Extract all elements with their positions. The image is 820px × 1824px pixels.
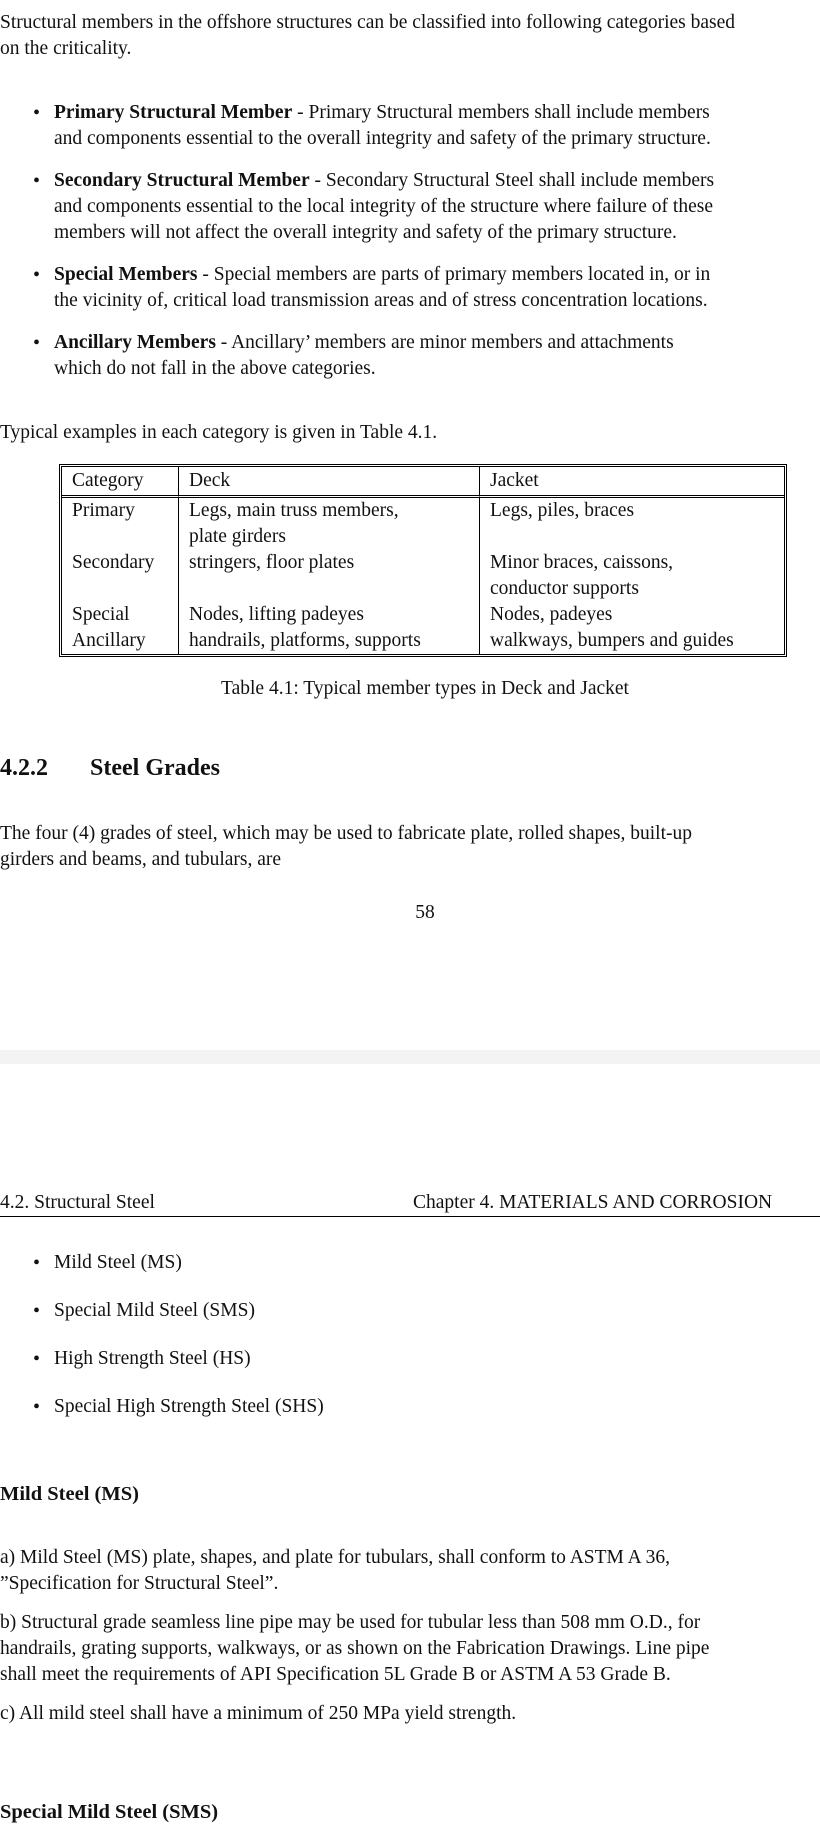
table-row — [62, 602, 784, 628]
section-heading — [0, 755, 220, 781]
table-row — [62, 628, 784, 654]
paragraph-line: c) All mild steel shall have a minimum of 250 MPa yield strength. — [0, 1703, 517, 1724]
table-cell: handrails, platforms, supports — [179, 628, 480, 654]
paragraph-b — [0, 1610, 820, 1688]
table-row — [62, 524, 784, 550]
grade-name: Mild Steel (MS) — [54, 1252, 182, 1273]
paragraph-a — [0, 1545, 820, 1597]
table-cell: Nodes, padeyes — [490, 604, 613, 625]
grade-name: High Strength Steel (HS) — [54, 1348, 251, 1369]
category-term: Primary Structural Member — [54, 102, 293, 123]
list-item — [0, 1394, 324, 1420]
bullet-icon: • — [33, 264, 41, 286]
category-term: Ancillary Members — [54, 332, 216, 353]
steel-grades-list — [0, 1250, 324, 1442]
subheading-mild-steel: Mild Steel (MS) — [0, 1483, 139, 1505]
column-header: Jacket — [480, 467, 784, 498]
table-cell — [179, 576, 480, 602]
category-text: and components essential to the local integrity of the structure where failure of these — [54, 196, 713, 217]
paragraph-line: The four (4) grades of steel, which may be used to fabricate plate, rolled shapes, built-up — [0, 823, 693, 844]
table-cell: Primary — [62, 498, 179, 524]
paragraph-line: girders and beams, and tubulars, are — [0, 849, 282, 870]
grade-name: Special High Strength Steel (SHS) — [54, 1396, 324, 1417]
bullet-icon: • — [33, 1300, 41, 1322]
table-row — [62, 576, 784, 602]
paragraph-line: ”Specification for Structural Steel”. — [0, 1573, 279, 1594]
table-cell — [62, 524, 179, 550]
running-header — [0, 1190, 820, 1217]
bullet-icon: • — [33, 102, 41, 124]
table-intro: Typical examples in each category is given in Table 4.1. — [0, 422, 438, 443]
category-text: Primary Structural members shall include members — [308, 102, 710, 123]
category-text: members will not affect the overall integrity and safety of the primary structure. — [54, 222, 677, 243]
table-cell: conductor supports — [490, 578, 639, 599]
subheading-special-mild-steel: Special Mild Steel (SMS) — [0, 1801, 219, 1823]
list-item: • Special Members - Special members are parts of primary members located in, or in the vicinity of, critical load transmission areas and of stress concentration locations. — [0, 262, 820, 314]
list-item — [0, 1346, 324, 1372]
table-cell: Ancillary — [62, 628, 179, 654]
member-types-table — [59, 464, 787, 657]
table-row — [62, 498, 784, 524]
paragraph-line: b) Structural grade seamless line pipe may be used for tubular less than 508 mm O.D., for — [0, 1612, 701, 1633]
bullet-icon: • — [33, 332, 41, 354]
column-header: Category — [62, 467, 179, 498]
table-cell: Legs, main truss members, — [179, 498, 480, 524]
paragraph-c — [0, 1701, 820, 1727]
bullet-icon: • — [33, 1252, 41, 1274]
table-cell — [480, 524, 784, 550]
page-59 — [0, 1064, 820, 1824]
list-item: • Ancillary Members - Ancillary’ members are minor members and attachments which do not fall in the above categories. — [0, 330, 820, 382]
category-text: Ancillary’ members are minor members and attachments — [231, 332, 674, 353]
intro-line: on the criticality. — [0, 38, 132, 59]
section-title: Steel Grades — [90, 755, 220, 781]
table-cell: walkways, bumpers and guides — [490, 630, 734, 651]
header-chapter: Chapter 4. MATERIALS AND CORROSION — [413, 1192, 773, 1213]
table-header-row — [62, 467, 784, 498]
table-cell: Nodes, lifting padeyes — [179, 602, 480, 628]
grade-name: Special Mild Steel (SMS) — [54, 1300, 255, 1321]
category-text: Secondary Structural Steel shall include members — [325, 170, 715, 191]
bullet-icon: • — [33, 1348, 41, 1370]
table-cell: Minor braces, caissons, — [490, 552, 674, 573]
column-header: Deck — [179, 467, 480, 498]
paragraph-line: handrails, grating supports, walkways, or as shown on the Fabrication Drawings. Line pipe — [0, 1638, 710, 1659]
list-item: • Primary Structural Member - Primary Structural members shall include members and components essential to the overall integrity and safety of the primary structure. — [0, 100, 820, 152]
category-term: Secondary Structural Member — [54, 170, 310, 191]
bullet-icon: • — [33, 1396, 41, 1418]
table-row — [62, 550, 784, 576]
table-cell — [62, 576, 179, 602]
bullet-icon: • — [33, 170, 41, 192]
list-item — [0, 1298, 324, 1324]
table-cell: stringers, floor plates — [179, 550, 480, 576]
category-text: which do not fall in the above categories. — [54, 358, 376, 379]
list-item — [0, 1250, 324, 1276]
grades-intro-paragraph — [0, 821, 820, 873]
table-cell: Special — [62, 602, 179, 628]
category-text: Special members are parts of primary members located in, or in — [213, 264, 711, 285]
paragraph-line: shall meet the requirements of API Specification 5L Grade B or ASTM A 53 Grade B. — [0, 1664, 671, 1685]
table-cell: Legs, piles, braces — [490, 500, 635, 521]
paragraph-line: a) Mild Steel (MS) plate, shapes, and plate for tubulars, shall conform to ASTM A 36, — [0, 1547, 670, 1568]
section-number: 4.2.2 — [0, 755, 48, 781]
intro-paragraph — [0, 10, 820, 62]
list-item: • Secondary Structural Member - Secondary Structural Steel shall include members and components essential to the local integrity of the structure where failure of these members will not affect the overall integrity and safety of the primary structure. — [0, 168, 820, 246]
category-text: and components essential to the overall integrity and safety of the primary structure. — [54, 128, 711, 149]
table-cell: plate girders — [179, 524, 480, 550]
member-category-list — [0, 100, 820, 398]
category-term: Special Members — [54, 264, 198, 285]
category-text: the vicinity of, critical load transmission areas and of stress concentration locations. — [54, 290, 708, 311]
table-cell: Secondary — [62, 550, 179, 576]
page-number: 58 — [415, 902, 435, 923]
intro-line: Structural members in the offshore structures can be classified into following categories based — [0, 12, 736, 33]
page-separator — [0, 1050, 820, 1064]
table-caption: Table 4.1: Typical member types in Deck and Jacket — [221, 678, 629, 699]
header-section: 4.2. Structural Steel — [0, 1192, 155, 1213]
